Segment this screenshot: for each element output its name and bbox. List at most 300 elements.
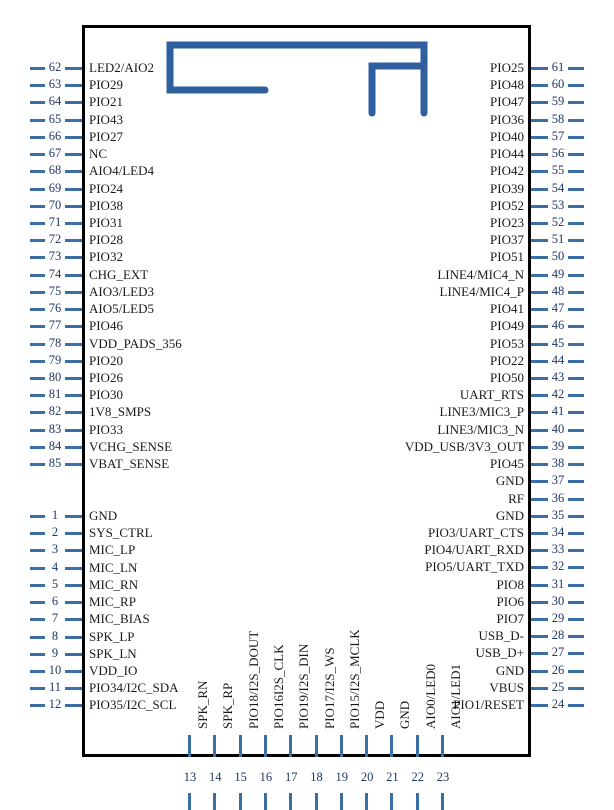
pin-lead-outer: [568, 377, 584, 380]
pin-lead-inner: [531, 84, 548, 87]
pin-lead-inner: [340, 735, 343, 757]
pin-lead-outer: [568, 170, 584, 173]
pin-label: VBAT_SENSE: [89, 456, 170, 472]
pin-label: SPK_RN: [195, 680, 210, 729]
pin-row: [0, 611, 614, 628]
pin-lead-outer: [568, 119, 584, 122]
pin-label: VBUS: [489, 679, 524, 695]
pin-row: [0, 249, 614, 266]
pin-number: 11: [48, 680, 62, 695]
pin-lead-outer: [568, 274, 584, 277]
pin-number: 20: [360, 770, 374, 784]
pin-label: PIO26: [89, 369, 123, 385]
pin-number: 9: [51, 645, 59, 660]
pin-number: 17: [284, 770, 298, 784]
pin-number: 23: [436, 770, 450, 784]
pin-lead-outer: [289, 793, 292, 810]
pin-label: PIO31: [89, 214, 123, 230]
pin-label: RF: [508, 490, 524, 506]
pin-lead-inner: [531, 291, 548, 294]
pin-lead-outer: [568, 463, 584, 466]
pin-number: 61: [551, 60, 565, 74]
pin-lead-outer: [568, 84, 584, 87]
pin-label: PIO51: [490, 249, 524, 265]
pin-label: PIO39: [490, 180, 524, 196]
pin-lead-inner: [531, 119, 548, 122]
pin-lead-outer: [264, 793, 267, 810]
pin-number: 19: [335, 770, 349, 784]
pin-number: 58: [551, 111, 565, 126]
pin-row: [0, 215, 614, 232]
pin-label: PIO24: [89, 180, 123, 196]
pin-row: [0, 198, 614, 215]
pin-label: PIO30: [89, 387, 123, 403]
pin-row: [0, 94, 614, 111]
pin-number: 49: [551, 266, 565, 281]
pin-lead-inner: [531, 274, 548, 277]
pin-label: PIO52: [490, 197, 524, 213]
pin-lead-outer: [568, 532, 584, 535]
pin-label: 1V8_SMPS: [89, 404, 152, 420]
pin-row: [0, 146, 614, 163]
pin-lead-inner: [531, 343, 548, 346]
pin-lead-outer: [568, 256, 584, 259]
pin-row: [0, 559, 614, 576]
pin-label: SPK_LP: [89, 628, 135, 644]
pin-lead-inner: [531, 584, 548, 587]
pin-label: MIC_LP: [89, 542, 136, 558]
pin-lead-outer: [568, 687, 584, 690]
pin-label: PIO50: [490, 369, 524, 385]
pin-number: 45: [551, 335, 565, 350]
pin-number: 68: [48, 163, 62, 178]
pin-lead-inner: [390, 735, 393, 757]
pin-number: 67: [48, 146, 62, 161]
pin-lead-inner: [188, 735, 191, 757]
pin-label: AIO0/LED0: [422, 664, 438, 729]
pin-number: 42: [551, 387, 565, 402]
pin-label: MIC_BIAS: [89, 611, 150, 627]
pin-lead-outer: [568, 566, 584, 569]
pin-lead-inner: [531, 429, 548, 432]
pin-number: 24: [551, 697, 565, 712]
pin-number: 30: [551, 593, 565, 608]
pin-label: PIO17/I2S_WS: [321, 647, 337, 729]
pin-number: 47: [551, 301, 565, 316]
pin-number: 74: [48, 266, 62, 281]
pin-number: 7: [51, 611, 59, 626]
pin-label: PIO6: [496, 593, 524, 609]
pin-label: LINE4/MIC4_P: [439, 283, 524, 299]
pin-number: 18: [310, 770, 323, 784]
pin-lead-inner: [531, 101, 548, 104]
pin-number: 85: [48, 456, 62, 471]
pin-lead-outer: [568, 584, 584, 587]
pin-label: PIO49: [490, 318, 524, 334]
pin-number: 59: [551, 94, 565, 109]
pin-label: VDD_PADS_356: [89, 335, 182, 351]
pin-label: GND: [89, 508, 118, 523]
pin-number: 35: [551, 507, 565, 522]
pin-label: SPK_LN: [89, 645, 137, 661]
pin-lead-outer: [568, 411, 584, 414]
pin-label: PIO47: [490, 94, 524, 110]
pin-label: PIO46: [89, 318, 123, 334]
pin-number: 84: [48, 438, 62, 453]
pin-row: [0, 77, 614, 94]
pin-number: 77: [48, 318, 62, 333]
pin-row: [0, 370, 614, 387]
pin-label: GND: [495, 662, 524, 678]
pin-label: PIO28: [89, 232, 123, 248]
pin-number: 46: [551, 318, 565, 333]
pin-number: 53: [551, 197, 565, 212]
pin-row: [0, 491, 614, 508]
pin-number: 55: [551, 163, 565, 178]
pin-lead-outer: [568, 325, 584, 328]
pin-lead-outer: [239, 793, 242, 810]
pin-lead-inner: [531, 256, 548, 259]
pin-number: 57: [551, 128, 565, 143]
pin-lead-outer: [568, 446, 584, 449]
pin-lead-inner: [441, 735, 444, 757]
pin-label: VCHG_SENSE: [89, 438, 173, 454]
pin-lead-inner: [315, 735, 318, 757]
pin-number: 3: [51, 542, 59, 557]
pin-lead-inner: [531, 704, 548, 707]
pin-lead-inner: [531, 652, 548, 655]
pin-lead-outer: [568, 515, 584, 518]
pin-label: PIO37: [490, 232, 524, 248]
pin-row: [0, 181, 614, 198]
pin-label: GND: [495, 473, 524, 489]
pin-number: 37: [551, 473, 565, 488]
pin-lead-inner: [531, 308, 548, 311]
pin-lead-outer: [568, 480, 584, 483]
pin-label: PIO38: [89, 197, 123, 213]
pin-label: PIO16I2S_CLK: [270, 644, 286, 729]
pin-label: PIO20: [89, 352, 123, 368]
pin-row: [0, 525, 614, 542]
pin-row: [0, 387, 614, 404]
pin-number: 5: [51, 576, 59, 591]
pin-row: [0, 542, 614, 559]
pin-number: 76: [48, 301, 62, 316]
pin-row: [0, 456, 614, 473]
pin-label: PIO5/UART_TXD: [425, 559, 524, 575]
pin-row: [0, 284, 614, 301]
pin-lead-outer: [568, 188, 584, 191]
pin-lead-inner: [531, 463, 548, 466]
pin-label: AIO4/LED4: [89, 163, 154, 179]
pin-lead-inner: [531, 239, 548, 242]
pin-label: PIO21: [89, 94, 123, 110]
pin-lead-inner: [531, 670, 548, 673]
pin-row: [0, 318, 614, 335]
pin-row: [0, 439, 614, 456]
pin-lead-outer: [568, 67, 584, 70]
pin-lead-outer: [568, 239, 584, 242]
pin-label: PIO7: [496, 611, 524, 627]
pin-number: 36: [551, 490, 565, 505]
pin-label: PIO3/UART_CTS: [427, 524, 524, 540]
pin-label: PIO4/UART_RXD: [424, 542, 524, 558]
pin-number: 78: [48, 335, 62, 350]
pin-number: 13: [183, 770, 197, 784]
pin-number: 34: [551, 524, 565, 539]
pin-lead-outer: [390, 793, 393, 810]
pin-row: [0, 353, 614, 370]
pin-lead-inner: [416, 735, 419, 757]
pin-number: 33: [551, 542, 565, 557]
pin-lead-outer: [441, 793, 444, 810]
pin-label: PIO19/I2S_DIN: [296, 643, 312, 729]
pin-lead-inner: [531, 446, 548, 449]
pin-number: 8: [51, 628, 59, 643]
pin-lead-inner: [289, 735, 292, 757]
pin-label: PIO22: [490, 352, 524, 368]
pin-number: 44: [551, 352, 565, 367]
pin-label: UART_RTS: [459, 387, 524, 403]
pin-lead-outer: [568, 343, 584, 346]
pin-number: 16: [259, 770, 273, 784]
pin-number: 2: [51, 525, 59, 540]
pin-label: PIO36: [490, 111, 524, 127]
pin-label: PIO35/I2C_SCL: [89, 697, 177, 713]
pin-row: [0, 267, 614, 284]
pin-number: 28: [551, 628, 565, 643]
pin-number: 70: [48, 197, 62, 212]
pin-lead-outer: [568, 291, 584, 294]
pin-label: MIC_LN: [89, 559, 138, 575]
pin-row: [0, 422, 614, 439]
pin-label: MIC_RP: [89, 594, 136, 610]
pin-label: AIO3/LED3: [89, 283, 154, 299]
pin-number: 72: [48, 232, 62, 247]
pin-number: 39: [551, 438, 565, 453]
pin-lead-outer: [340, 793, 343, 810]
pin-number: 31: [551, 576, 565, 591]
pin-label: USB_D-: [478, 628, 524, 644]
pin-lead-outer: [568, 704, 584, 707]
pin-number: 54: [551, 180, 565, 195]
pin-number: 38: [551, 456, 565, 471]
pin-label: PIO33: [89, 421, 123, 437]
pin-lead-inner: [213, 735, 216, 757]
pin-label: PIO29: [89, 77, 123, 93]
pin-row: [0, 163, 614, 180]
pin-row: [0, 112, 614, 129]
pin-number: 66: [48, 128, 62, 143]
pin-lead-inner: [531, 394, 548, 397]
pin-row: [0, 594, 614, 611]
pin-lead-inner: [264, 735, 267, 757]
pin-number: 69: [48, 180, 62, 195]
pin-label: PIO48: [490, 77, 524, 93]
pin-lead-inner: [365, 735, 368, 757]
pin-label: LINE3/MIC3_N: [437, 421, 524, 437]
pin-lead-inner: [531, 480, 548, 483]
pin-number: 15: [234, 770, 247, 784]
pin-number: 75: [48, 283, 62, 298]
pin-label: PIO44: [490, 146, 524, 162]
pin-label: PIO32: [89, 249, 123, 265]
pin-lead-inner: [531, 153, 548, 156]
pin-lead-outer: [568, 222, 584, 225]
pin-lead-inner: [531, 549, 548, 552]
pin-row: [0, 336, 614, 353]
pin-lead-inner: [531, 687, 548, 690]
pin-lead-outer: [365, 793, 368, 810]
pin-label: VDD_USB/3V3_OUT: [404, 438, 524, 454]
pin-lead-inner: [531, 566, 548, 569]
pin-lead-outer: [568, 429, 584, 432]
pin-lead-inner: [531, 635, 548, 638]
pin-number: 32: [551, 559, 565, 574]
pin-label: PIO18/I2S_DOUT: [245, 630, 261, 729]
pin-label: PIO25: [490, 60, 524, 75]
pin-lead-inner: [531, 170, 548, 173]
pin-row: [0, 508, 614, 525]
pin-lead-outer: [188, 793, 191, 810]
pin-label: PIO53: [490, 335, 524, 351]
pin-row: [0, 232, 614, 249]
pin-label: AIO5/LED5: [89, 301, 154, 317]
pin-number: 29: [551, 611, 565, 626]
pin-lead-inner: [531, 325, 548, 328]
pin-label: USB_D+: [475, 645, 524, 661]
pin-row: [0, 60, 614, 77]
pin-number: 41: [551, 404, 565, 419]
pin-label: PIO43: [89, 111, 123, 127]
pin-lead-outer: [568, 549, 584, 552]
pin-number: 63: [48, 77, 62, 92]
pin-number: 52: [551, 214, 565, 229]
pin-lead-outer: [568, 601, 584, 604]
pin-number: 71: [48, 214, 62, 229]
pin-lead-inner: [531, 515, 548, 518]
pin-label: CHG_EXT: [89, 266, 149, 282]
pin-label: PIO34/I2C_SDA: [89, 680, 179, 696]
pin-row: [0, 301, 614, 318]
pin-number: 27: [551, 645, 565, 660]
pin-label: LINE4/MIC4_N: [437, 266, 524, 282]
pin-lead-inner: [531, 67, 548, 70]
pin-label: NC: [89, 146, 108, 162]
pin-number: 14: [209, 770, 222, 784]
pin-number: 6: [51, 594, 59, 609]
pin-number: 51: [551, 232, 565, 247]
pin-label: PIO42: [490, 163, 524, 179]
pin-lead-outer: [568, 670, 584, 673]
pin-lead-inner: [531, 360, 548, 363]
pin-number: 22: [411, 770, 424, 784]
pin-number: 43: [551, 369, 565, 384]
pin-number: 26: [551, 662, 565, 677]
pin-label: MIC_RN: [89, 576, 139, 592]
pin-number: 60: [551, 77, 565, 92]
pin-number: 82: [48, 404, 62, 419]
pin-number: 10: [48, 662, 62, 677]
pin-label: AIO1/LED1: [448, 664, 463, 729]
pin-lead-inner: [531, 205, 548, 208]
pin-lead-inner: [531, 222, 548, 225]
pin-lead-outer: [568, 635, 584, 638]
pin-lead-inner: [531, 411, 548, 414]
pin-lead-outer: [213, 793, 216, 810]
pin-label: PIO27: [89, 128, 123, 144]
pin-lead-outer: [568, 308, 584, 311]
pin-label: VDD: [372, 700, 388, 729]
pin-lead-outer: [568, 618, 584, 621]
pin-number: 50: [551, 249, 565, 264]
pin-number: 65: [48, 111, 62, 126]
pin-lead-inner: [531, 532, 548, 535]
pin-number: 4: [51, 559, 59, 574]
pin-label: PIO1/RESET: [453, 697, 524, 713]
pin-label: GND: [495, 507, 524, 523]
pin-lead-inner: [531, 601, 548, 604]
pin-number: 81: [48, 387, 62, 402]
pin-lead-inner: [531, 136, 548, 139]
pin-label: LED2/AIO2: [89, 60, 154, 75]
pin-lead-outer: [315, 793, 318, 810]
pin-lead-outer: [416, 793, 419, 810]
pin-label: PIO8: [496, 576, 524, 592]
pin-lead-inner: [531, 498, 548, 501]
pin-number: 21: [386, 770, 399, 784]
pin-row: [0, 473, 614, 490]
pin-number: 12: [48, 697, 62, 712]
pin-number: 40: [551, 421, 565, 436]
pin-label: PIO41: [490, 301, 524, 317]
pin-lead-outer: [568, 136, 584, 139]
pin-number: 48: [551, 283, 565, 298]
pin-lead-inner: [531, 618, 548, 621]
pin-lead-inner: [239, 735, 242, 757]
pin-number: 79: [48, 352, 62, 367]
pin-label: GND: [397, 700, 413, 729]
pin-label: VDD_IO: [89, 662, 138, 678]
pin-number: 83: [48, 421, 62, 436]
pin-number: 25: [551, 679, 565, 694]
pin-label: LINE3/MIC3_P: [439, 404, 524, 420]
pin-lead-outer: [568, 205, 584, 208]
pin-lead-inner: [531, 377, 548, 380]
pin-lead-outer: [568, 498, 584, 501]
pin-lead-outer: [568, 394, 584, 397]
pin-row: [0, 129, 614, 146]
pin-lead-outer: [568, 652, 584, 655]
pin-number: 56: [551, 146, 565, 161]
pin-label: PIO40: [490, 128, 524, 144]
pin-row: [0, 577, 614, 594]
pin-label: PIO23: [490, 214, 524, 230]
pin-number: 73: [48, 249, 62, 264]
pin-number: 64: [48, 94, 62, 109]
pin-lead-outer: [568, 153, 584, 156]
pin-label: SYS_CTRL: [89, 525, 153, 541]
pin-label: SPK_RP: [220, 682, 236, 729]
pin-label: PIO15/I2S_MCLK: [346, 629, 362, 729]
pin-row: [0, 404, 614, 421]
pin-lead-outer: [568, 101, 584, 104]
pin-number: 62: [48, 60, 62, 74]
pin-lead-inner: [531, 188, 548, 191]
pin-number: 1: [51, 508, 59, 522]
pin-lead-outer: [568, 360, 584, 363]
pin-number: 80: [48, 369, 62, 384]
